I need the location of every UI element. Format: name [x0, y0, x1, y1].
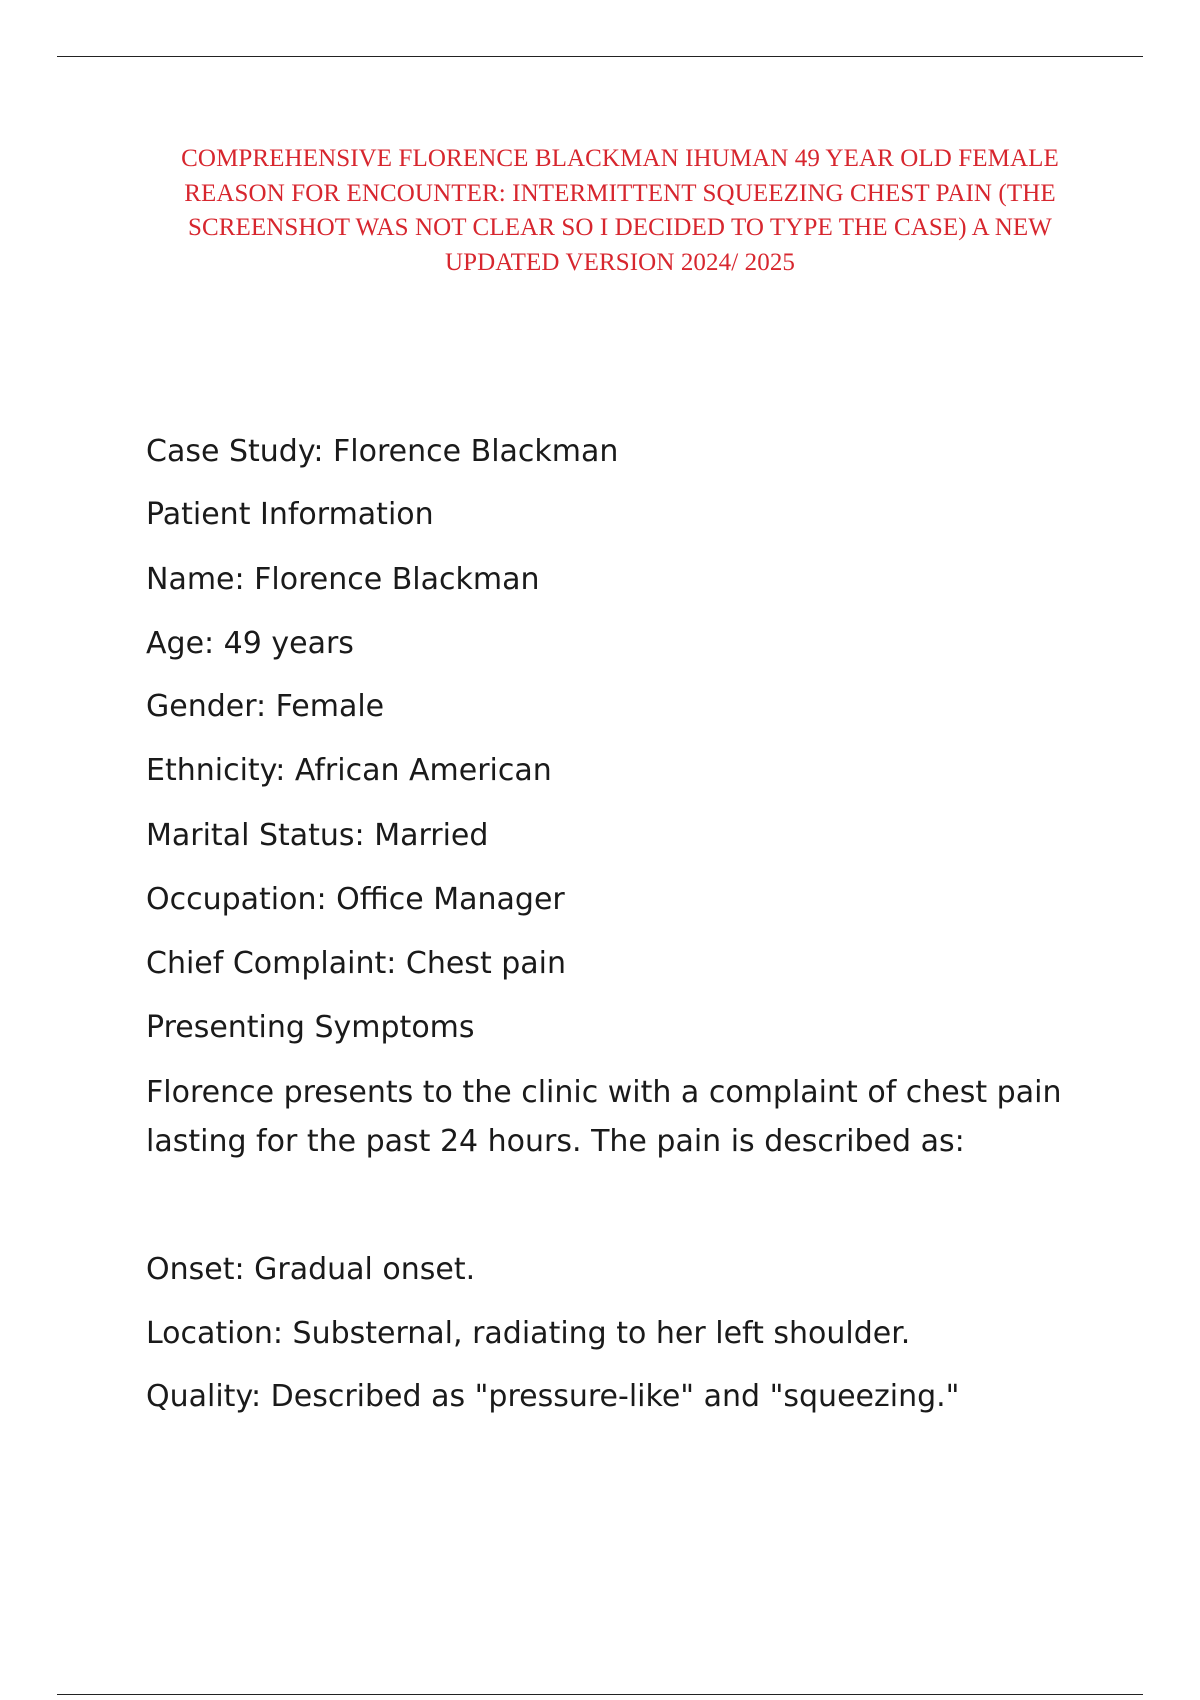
location-line: Location: Substernal, radiating to her left shoulder.: [146, 1316, 911, 1351]
onset-line: Onset: Gradual onset.: [146, 1252, 476, 1287]
gender-line: Gender: Female: [146, 689, 385, 724]
name-line: Name: Florence Blackman: [146, 562, 540, 597]
patient-information-heading: Patient Information: [146, 497, 434, 532]
ethnicity-line: Ethnicity: African American: [146, 753, 552, 788]
document-title: COMPREHENSIVE FLORENCE BLACKMAN IHUMAN 49 YEAR OLD FEMALE REASON FOR ENCOUNTER: INTERMITTENT SQUEEZING CHEST PAIN (THE SCREENSHOT WAS NOT CLEAR SO I DECIDED TO TYPE THE CASE) A NEW UPDATED VERSION 2024/ 2025: [181, 145, 1059, 276]
case-study-line: Case Study: Florence Blackman: [146, 434, 619, 469]
bottom-rule: [57, 1694, 1143, 1695]
top-rule: [57, 56, 1143, 57]
quality-line: Quality: Described as "pressure-like" and "squeezing.": [146, 1379, 960, 1414]
chief-complaint-line: Chief Complaint: Chest pain: [146, 946, 567, 981]
occupation-line: Occupation: Office Manager: [146, 882, 565, 917]
marital-status-line: Marital Status: Married: [146, 818, 489, 853]
presenting-symptoms-heading: Presenting Symptoms: [146, 1010, 475, 1045]
age-line: Age: 49 years: [146, 626, 354, 661]
symptoms-paragraph: Florence presents to the clinic with a complaint of chest pain lasting for the past 24 hours. The pain is described as:: [146, 1075, 1062, 1159]
